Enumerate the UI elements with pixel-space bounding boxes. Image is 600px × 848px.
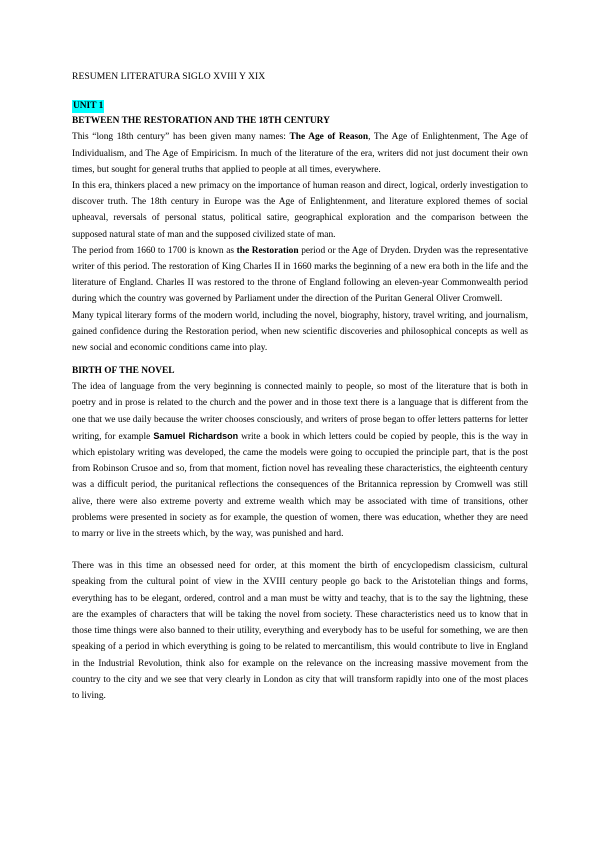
paragraph-enlightenment: In this era, thinkers placed a new primacy on the importance of human reason and direct, logical, orderly investigation to discover truth. The 18th century in Europe was the Age of Enlightenment, and literature explored themes of social upheaval, reversals of personal status, political satire, geographical exploration and the comparison between the supposed natural state of man and the supposed civilized state of man. [72, 181, 528, 240]
paragraph-language-and-novel: The idea of language from the very beginning is connected mainly to people, so most of the literature that is both in poetry and in prose is related to the church and the power and in those text there is a language that is different from the one that we use daily because the writer chooses consciously, and writers of prose began to offer letters patterns for letter writing, for example Samuel Richardson write a book in which letters could be copied by people, this is the way in which epistolary writing was developed, the came the models were going to occupied the principle part, that is the post from Robinson Crusoe and so, from that moment, fiction novel has revealing these characteristics, the eighteenth century was a difficult period, the puritanical reflections the consequences of the Britannica repression by Cromwell was still alive, there were also extreme poverty and extreme wealth which may be associated with time of transitions, other problems were presented in society as for example, the question of women, there was education, whether they are need to marry or live in the streets which, by the way, was punished and hard. [72, 382, 528, 540]
bold-term-age-of-reason: The Age of Reason [289, 132, 369, 143]
document-page [72, 68, 528, 704]
section-heading-restoration: BETWEEN THE RESTORATION AND THE 18TH CENTURY [72, 116, 330, 127]
document-title: RESUMEN LITERATURA SIGLO XVIII Y XIX [72, 71, 266, 82]
section-heading-birth-of-novel: BIRTH OF THE NOVEL [72, 366, 175, 377]
paragraph-need-for-order: There was in this time an obsessed need for order, at this moment the birth of encyclopedism classicism, cultural speaking from the cultural point of view in the XVIII century people go back to the Aristotelian things and forms, everything has to be elegant, ordered, control and a man must be witty and teachy, that is to the say the lightning, these are the examples of characters that will be taking the novel from society. These characteristics need us to know that in those time things were also banned to their utility, everything and everybody has to be useful for something, we are then speaking of a period in which everything is going to be related to mercantilism, this would contribute to live in England in the Industrial Revolution, think also for example on the relevance on the increasing massive movement from the country to the city and we see that very clearly in London as city that will transform rapidly into one of the most places to living. [72, 561, 528, 701]
paragraph-literary-forms: Many typical literary forms of the modern world, including the novel, biography, history, travel writing, and journalism, gained confidence during the Restoration period, when new scientific discoveries and philosophical concepts as well as new social and economic conditions came into play. [72, 310, 528, 354]
paragraph-restoration-period: The period from 1660 to 1700 is known as the Restoration period or the Age of Dryden. Dryden was the representative writer of this period. The restoration of King Charles II in 1660 marks the beginning of a new era both in the life and the literature of England. Charles II was restored to the throne of England following an eleven-year Commonwealth period during which the country was governed by Parliament under the direction of the Puritan General Oliver Cromwell. [72, 245, 528, 305]
bold-term-the-restoration: the Restoration [236, 245, 299, 256]
bold-name-samuel-richardson: Samuel Richardson [153, 430, 239, 441]
unit-label-highlighted: UNIT 1 [73, 101, 104, 112]
paragraph-age-of-reason: This “long 18th century” has been given many names: The Age of Reason, The Age of Enlightenment, The Age of Individualism, and The Age of Empiricism. In much of the literature of the era, writers did not just document their own times, but sought for general truths that applied to people at all times, everywhere. [72, 132, 528, 175]
